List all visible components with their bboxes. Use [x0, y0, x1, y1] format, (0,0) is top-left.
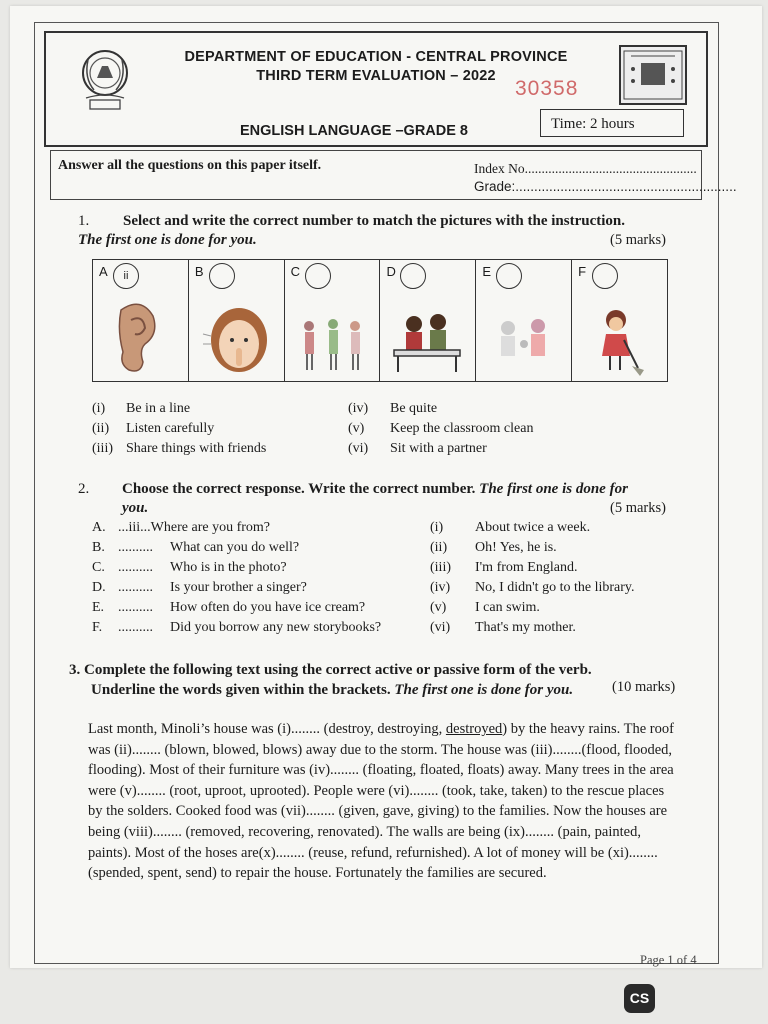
- instruction-item: [348, 421, 533, 437]
- question-letter: B.: [92, 540, 105, 555]
- picture-cell-d: [380, 260, 476, 381]
- subject-title: ENGLISH LANGUAGE –GRADE 8: [240, 123, 468, 139]
- q3-instruction-line2: [69, 680, 592, 700]
- q3-example-note: The first one is done for you.: [390, 682, 574, 698]
- instruction-item: [348, 401, 437, 417]
- instruction-number: (iii): [92, 441, 113, 456]
- girl-shush-icon: [197, 290, 277, 378]
- department-title: DEPARTMENT OF EDUCATION - CENTRAL PROVINCE: [184, 49, 568, 65]
- answer-blank[interactable]: ..........: [118, 620, 153, 635]
- answer-circle[interactable]: [592, 263, 618, 289]
- instruction-text: Sit with a partner: [390, 441, 487, 456]
- question-text: Who is in the photo?: [170, 560, 287, 575]
- instruction-number: (ii): [92, 421, 110, 436]
- children-line-icon: [293, 290, 373, 378]
- instruction-text: Share things with friends: [126, 441, 267, 456]
- instruction-number: (iv): [348, 401, 369, 416]
- picture-letter: D: [386, 264, 396, 279]
- response-number: (ii): [430, 540, 448, 555]
- answer-instruction: Answer all the questions on this paper itself.: [58, 158, 322, 173]
- answer-circle[interactable]: [305, 263, 331, 289]
- question-letter: F.: [92, 620, 103, 635]
- answer-circle[interactable]: [209, 263, 235, 289]
- q2-response: [430, 520, 590, 536]
- evaluation-title: THIRD TERM EVALUATION – 2022: [256, 68, 496, 84]
- instruction-number: (vi): [348, 441, 369, 456]
- response-text: I'm from England.: [475, 560, 578, 575]
- ear-icon: [101, 290, 181, 378]
- picture-cell-e: [476, 260, 572, 381]
- q2-question: [92, 620, 381, 636]
- picture-cell-a: [93, 260, 189, 381]
- question-text: Is your brother a singer?: [170, 580, 307, 595]
- grade-field[interactable]: Grade:...........................................................: [474, 179, 737, 194]
- response-number: (iii): [430, 560, 451, 575]
- q3-underline-note: Underline the words given within the brackets.: [91, 682, 391, 698]
- answer-circle[interactable]: [496, 263, 522, 289]
- time-box: Time: 2 hours: [540, 109, 684, 137]
- response-number: (iv): [430, 580, 451, 595]
- response-text: I can swim.: [475, 600, 540, 615]
- q3-marks: (10 marks): [612, 679, 676, 695]
- answer-blank[interactable]: ..........: [118, 580, 153, 595]
- instruction-text: Be quite: [390, 401, 438, 416]
- sri-lanka-emblem-icon: [80, 48, 130, 116]
- page-number: Page 1 of 4: [640, 953, 697, 967]
- q2-question: [92, 560, 287, 576]
- q1-title: [78, 213, 625, 230]
- question-text: Did you borrow any new storybooks?: [170, 620, 382, 635]
- underlined-answer: destroyed: [445, 721, 503, 737]
- instruction-item: [92, 441, 266, 457]
- picture-letter: E: [482, 264, 491, 279]
- question-text: Where are you from?: [150, 520, 270, 535]
- q2-response: [430, 560, 577, 576]
- instruction-item: [348, 441, 487, 457]
- answer-blank[interactable]: ..........: [118, 600, 153, 615]
- q1-marks: (5 marks): [610, 232, 666, 248]
- answer-circle[interactable]: [400, 263, 426, 289]
- answer-blank[interactable]: ...iii...: [118, 520, 151, 535]
- q2-example-note: The first one is done for: [475, 481, 628, 497]
- instruction-item: [92, 421, 214, 437]
- q2-title: [78, 481, 628, 498]
- q2-response: [430, 600, 540, 616]
- q1-number: 1.: [78, 213, 90, 229]
- answer-blank[interactable]: ..........: [118, 540, 153, 555]
- q2-number: 2.: [78, 481, 90, 497]
- response-text: About twice a week.: [475, 520, 591, 535]
- q2-question: [92, 540, 299, 556]
- q3-instruction: 3. Complete the following text using the correct active or passive form of the verb.: [69, 662, 592, 678]
- response-text: Oh! Yes, he is.: [475, 540, 557, 555]
- province-stamp-icon: [619, 45, 687, 105]
- picture-cell-c: [285, 260, 381, 381]
- picture-letter: F: [578, 264, 587, 279]
- instruction-text: Be in a line: [126, 401, 191, 416]
- instruction-item: [92, 401, 190, 417]
- picture-letter: C: [290, 264, 301, 279]
- serial-number: 30358: [515, 77, 579, 100]
- response-text: That's my mother.: [475, 620, 576, 635]
- picture-table: [92, 259, 668, 382]
- passage-text: ) by the heavy rains. The roof was (ii)........ (blown, blowed, blows) away due to the storm. The house was (iii)........(flood, flooded, flooding). Most of their furniture was (iv)........ (floating, floated, floats) away. Many trees in the area were (v)........ (root, uproot, uprooted). People were (vi)........ (took, take, taken) to the rescue places by the solders. Cooked food was (vii)........ (given, gave, giving) to the families. Now the houses are being (viii)........ (removed, recovering, renovated). The walls are being (ix)........ (pain, painted, paints). Most of the hoses are(x)........ (reuse, refund, refurnished). A lot of money will be (xi)........(spended, spent, send) to repair the house. Fortunately the families are secured.: [88, 721, 674, 882]
- q1-example-note: The first one is done for you.: [78, 232, 257, 248]
- picture-cell-b: [189, 260, 285, 381]
- question-letter: E.: [92, 600, 105, 615]
- q2-instruction: Choose the correct response. Write the correct number.: [122, 481, 476, 497]
- q2-marks: (5 marks): [610, 500, 666, 516]
- answer-circle[interactable]: ii: [113, 263, 139, 289]
- question-letter: C.: [92, 560, 105, 575]
- picture-cell-f: [572, 260, 667, 381]
- q3-passage: [88, 719, 678, 884]
- q1-instruction: Select and write the correct number to match the pictures with the instruction.: [123, 213, 626, 229]
- picture-letter: A: [99, 264, 108, 279]
- camscanner-badge-icon: CS: [624, 984, 655, 1013]
- q3-title: [69, 660, 592, 700]
- response-number: (v): [430, 600, 447, 615]
- q2-question: [92, 600, 365, 616]
- q2-question: [92, 520, 270, 536]
- q2-example-note-end: you.: [122, 500, 149, 516]
- picture-letter: B: [194, 264, 204, 279]
- answer-blank[interactable]: ..........: [118, 560, 153, 575]
- instruction-number: (i): [92, 401, 106, 416]
- question-text: How often do you have ice cream?: [170, 600, 366, 615]
- girl-sweeping-icon: [580, 290, 660, 378]
- q2-question: [92, 580, 307, 596]
- instruction-text: Keep the classroom clean: [390, 421, 534, 436]
- question-text: What can you do well?: [170, 540, 300, 555]
- response-number: (i): [430, 520, 444, 535]
- response-number: (vi): [430, 620, 451, 635]
- instruction-number: (v): [348, 421, 365, 436]
- question-letter: A.: [92, 520, 106, 535]
- q2-response: [430, 540, 557, 556]
- instruction-text: Listen carefully: [126, 421, 215, 436]
- response-text: No, I didn't go to the library.: [475, 580, 635, 595]
- passage-text: Last month, Minoli’s house was (i)........ (destroy, destroying,: [88, 721, 446, 737]
- question-letter: D.: [92, 580, 106, 595]
- q2-response: [430, 580, 634, 596]
- q2-response: [430, 620, 576, 636]
- index-number-field[interactable]: Index No...................................................: [474, 161, 697, 176]
- friends-sharing-icon: [484, 290, 564, 378]
- partners-desk-icon: [388, 290, 468, 378]
